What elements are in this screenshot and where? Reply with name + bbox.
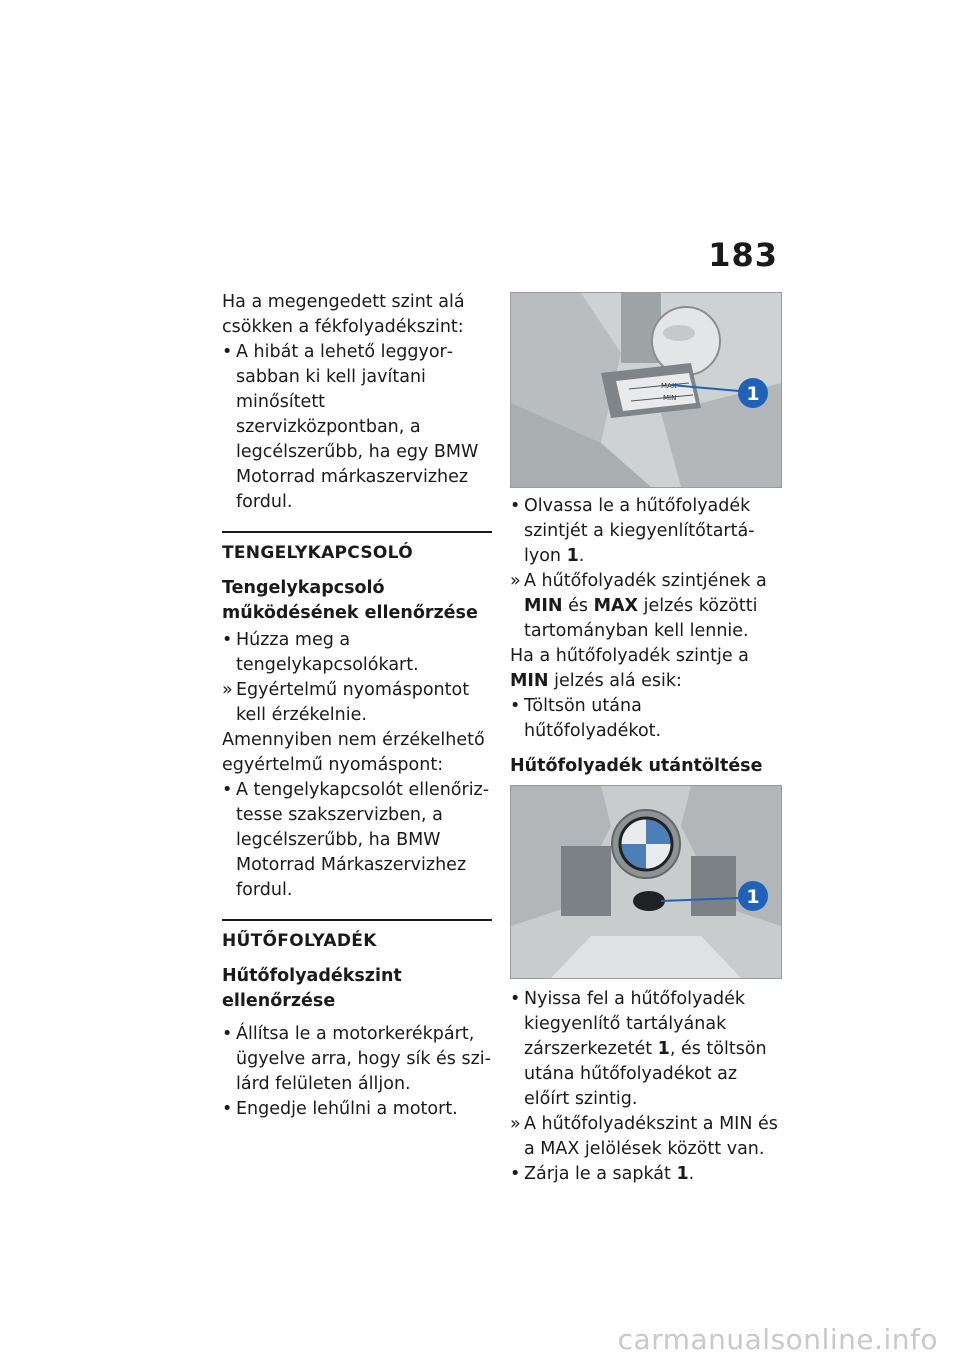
bullet-marker: • xyxy=(510,989,521,1009)
callout-1: 1 xyxy=(746,886,760,908)
bullet-text-end: . xyxy=(688,1164,695,1184)
right-column xyxy=(510,292,780,1187)
subhead-coolant-check: Hűtőfolyadékszint ellenőrzése xyxy=(222,966,402,1011)
bullet-marker: • xyxy=(222,342,233,362)
bullet-item xyxy=(222,1022,492,1097)
body-text-start: Ha a hűtőfolyadék szintje a xyxy=(510,646,749,666)
reference-number: 1 xyxy=(676,1164,689,1184)
reference-number: 1 xyxy=(657,1039,670,1059)
bullet-text: Olvassa le a hűtőfolyadék szintjét a kiegyenlítőtartályon xyxy=(524,496,755,566)
bullet-marker: • xyxy=(222,1024,233,1044)
bullet-text-end: , és töltsön utána hűtőfolyadékot az előírt szintig. xyxy=(524,1039,767,1109)
page-number: 183 xyxy=(708,236,778,274)
max-mark-label: MAX xyxy=(661,382,677,390)
result-text: A hűtőfolyadék szintjének a xyxy=(524,571,767,591)
subhead-coolant-refill: Hűtőfolyadék utántöltése xyxy=(510,756,763,776)
bullet-item xyxy=(510,494,780,569)
bullet-item xyxy=(222,340,492,515)
reference-number: 1 xyxy=(566,546,579,566)
bullet-item xyxy=(510,987,780,1112)
section-title-clutch: TENGELYKAPCSOLÓ xyxy=(222,543,413,563)
bullet-marker: • xyxy=(510,696,521,716)
bullet-text-end: . xyxy=(578,546,585,566)
result-item xyxy=(510,569,780,644)
bullet-text: A tengelykapcsolót ellenőriztesse szakszervizben, a legcélszerűbb, ha BMW Motorrad Márkaszervizhez fordul. xyxy=(236,780,490,900)
bullet-item xyxy=(222,1097,492,1122)
bullet-item xyxy=(222,778,492,903)
bullet-item xyxy=(222,628,492,678)
result-item xyxy=(510,1112,780,1162)
result-text-end: jelzés közötti tartományban kell lennie. xyxy=(524,596,758,641)
result-text: Egyértelmű nyomáspontot kell érzékelnie. xyxy=(236,680,470,725)
watermark: carmanualsonline.info xyxy=(617,1323,938,1356)
bullet-marker: • xyxy=(510,1164,521,1184)
body-text-end: jelzés alá esik: xyxy=(548,671,682,691)
max-label: MAX xyxy=(593,596,639,616)
coolant-reservoir-illustration xyxy=(511,293,781,487)
bullet-text: Húzza meg a tengelykapcsolókart. xyxy=(236,630,419,675)
bullet-text: Nyissa fel a hűtőfolyadék kiegyenlítő tartályának zárszerkezetét xyxy=(524,989,746,1059)
result-marker: » xyxy=(510,1114,521,1134)
body-text: Amennyiben nem érzékelhető egyértelmű nyomáspont: xyxy=(222,730,485,775)
bullet-item xyxy=(510,694,780,744)
bullet-text: Zárja le a sapkát xyxy=(524,1164,677,1184)
subhead-clutch-check: Tengelykapcsoló működésének ellenőrzése xyxy=(222,578,478,623)
bullet-marker: • xyxy=(222,1099,233,1119)
body-text xyxy=(510,644,780,694)
coolant-reservoir-figure xyxy=(510,292,782,488)
min-label: MIN xyxy=(510,671,549,691)
intro-text: Ha a megengedett szint alá csökken a fékfolyadékszint: xyxy=(222,292,465,337)
left-column xyxy=(222,290,492,1122)
reservoir-cap-figure xyxy=(510,785,782,979)
reservoir-cap-illustration xyxy=(511,786,781,978)
section-title-coolant: HŰTŐFOLYADÉK xyxy=(222,931,377,951)
result-item xyxy=(222,678,492,728)
result-text: A hűtőfolyadékszint a MIN és a MAX jelölések között van. xyxy=(524,1114,778,1159)
bullet-text: Engedje lehűlni a motort. xyxy=(236,1099,458,1119)
bullet-text: A hibát a lehető leggyorsabban ki kell javítani minősített szervizközpontban, a legcélszerűbb, ha egy BMW Motorrad márkaszervizhez fordul. xyxy=(236,342,479,512)
bullet-marker: • xyxy=(510,496,521,516)
bullet-item xyxy=(510,1162,780,1187)
section-divider xyxy=(222,531,492,533)
min-label: MIN xyxy=(524,596,563,616)
result-marker: » xyxy=(510,571,521,591)
min-mark-label: MIN xyxy=(663,394,677,402)
callout-1: 1 xyxy=(746,383,760,405)
result-marker: » xyxy=(222,680,233,700)
bullet-marker: • xyxy=(222,780,233,800)
bullet-marker: • xyxy=(222,630,233,650)
result-text-mid: és xyxy=(562,596,594,616)
section-divider xyxy=(222,919,492,921)
bullet-text: Töltsön utána hűtőfolyadékot. xyxy=(524,696,662,741)
bullet-text: Állítsa le a motorkerékpárt, ügyelve arra, hogy sík és szilárd felületen álljon. xyxy=(236,1024,491,1094)
